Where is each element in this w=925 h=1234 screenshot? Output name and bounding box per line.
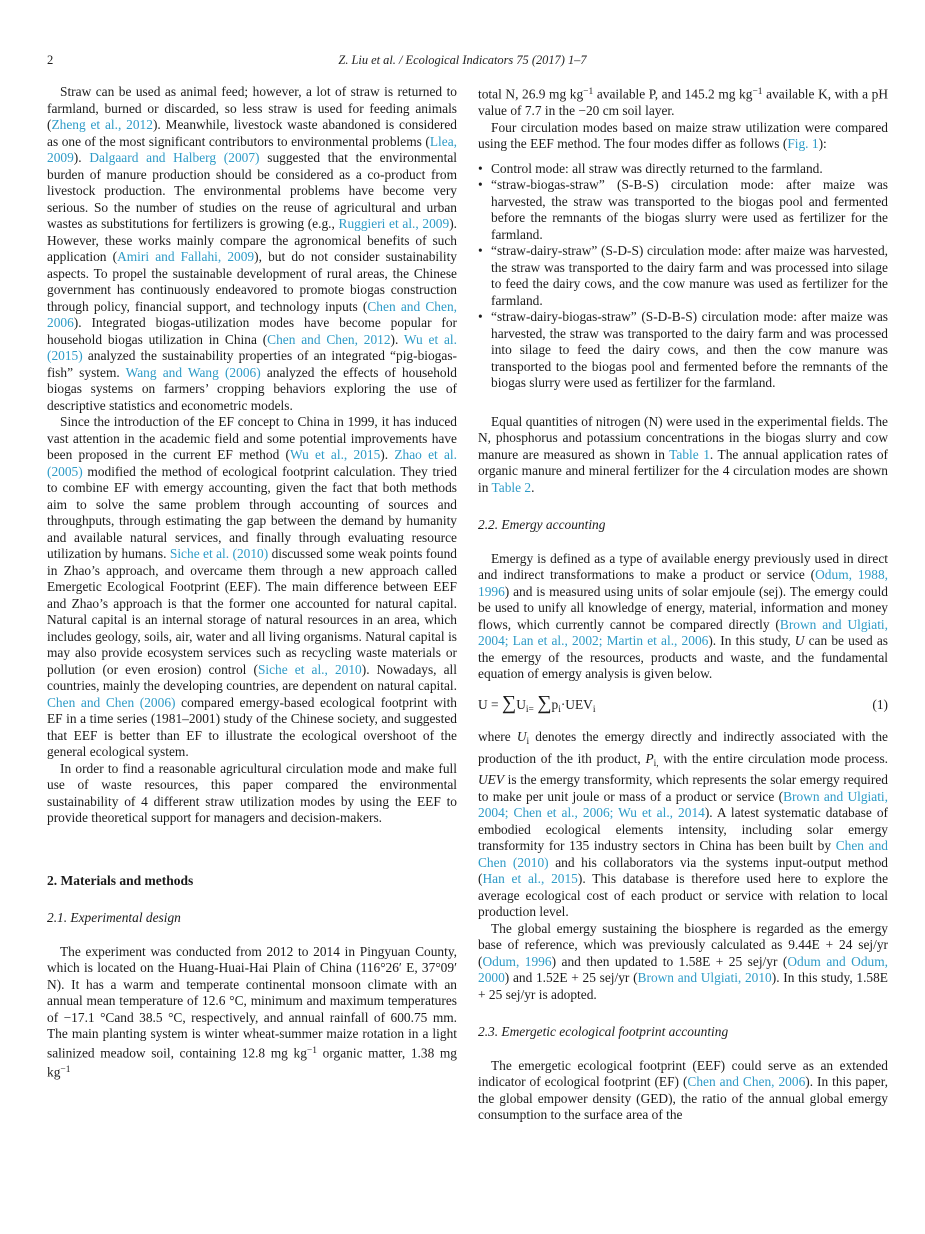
text-run: with the entire circulation mode process. <box>658 750 889 766</box>
text-run: ∑ <box>501 691 517 714</box>
citation-link[interactable]: Fig. 1 <box>787 136 819 151</box>
bullet-item <box>478 161 888 178</box>
text-run: −1 <box>60 1064 71 1075</box>
text-run: can be used as the emergy of the resources, products and waste, and the fundamental equation of emergy analysis is given below. <box>478 633 888 681</box>
text-run: i <box>526 737 530 747</box>
citation-link[interactable]: Wu et al., 2015 <box>289 447 381 462</box>
citation-link[interactable]: Siche et al., 2010 <box>257 661 362 677</box>
text-run: i <box>592 704 596 715</box>
text-run: ∑ <box>537 691 552 714</box>
text-run: analyzed the effects of household biogas systems on farmers’ cropping behaviors exploring the use of descriptive statistics and econometric models. <box>47 364 458 413</box>
text-run: ). In this study, 1.58E + 25 sej/yr is adopted. <box>478 970 888 1002</box>
text-run: ). Meanwhile, livestock waste abandoned is considered as one of the most significant contributors to environmental problems ( <box>47 117 457 149</box>
subsection-heading: 2.3. Emergetic ecological footprint accounting <box>478 1024 729 1039</box>
text-run: i= <box>525 704 534 715</box>
bullet-text <box>491 161 823 176</box>
paragraph <box>47 414 457 761</box>
text-run: ·UEV <box>560 696 593 712</box>
text-run: −1 <box>583 87 594 97</box>
text-run: Emergy is defined as a type of available energy previously used in direct and indirect transformations to make a product or service ( <box>478 550 888 582</box>
text-run: total N, 26.9 mg kg <box>478 86 584 102</box>
text-run: P <box>645 750 654 766</box>
bullet-icon: • <box>478 243 483 258</box>
text-run: The emergetic ecological footprint (EEF) could serve as an extended indicator of ecological footprint (EF) ( <box>478 1057 888 1089</box>
citation-link[interactable]: Odum, 1988, 1996 <box>478 567 888 599</box>
text-run: ). <box>390 331 404 347</box>
text-run: “straw-dairy-straw” (S-D-S) circulation mode: after maize was harvested, the straw was transported to the dairy farm and was processed into silage to feed the dairy cows, and the cow manure was used as fertilizer for the farmland. <box>491 243 888 308</box>
text-run: is the emergy transformity, which represents the solar emergy required to make per unit joule or mass of a product or service ( <box>478 772 888 804</box>
page-number: 2 <box>47 53 54 67</box>
text-run: . <box>531 479 535 495</box>
citation-link[interactable]: Brown and Ulgiati, 2010 <box>637 970 772 985</box>
citation-link[interactable]: Odum, 1996 <box>482 953 552 969</box>
paragraph <box>47 761 457 827</box>
text-run: i <box>558 704 561 715</box>
paragraph <box>478 551 888 683</box>
paragraph <box>47 84 457 414</box>
citation-link[interactable]: Ruggieri et al., 2009 <box>338 216 450 231</box>
citation-link[interactable]: Dalgaard and Halberg (2007) <box>89 150 260 165</box>
text-run: Straw can be used as animal feed; however, a lot of straw is returned to farmland, burned or discarded, so less straw is used for feeding animals ( <box>47 84 457 132</box>
citation-link[interactable]: Han et al., 2015 <box>482 871 578 886</box>
text-run: “straw-biogas-straw” (S-B-S) circulation mode: after maize was harvested, the straw was transported to the biogas pool and fermented before the remnants of the biogas slurry were used as fertilizer for the farmland. <box>491 177 888 242</box>
text-run: ) and then updated to 1.58E + 25 sej/yr ( <box>551 953 788 969</box>
citation-link[interactable]: Chen and Chen, 2006 <box>687 1074 806 1089</box>
citation-link[interactable]: Table 1 <box>669 446 710 462</box>
citation-link[interactable]: Amiri and Fallahi, 2009 <box>117 249 255 264</box>
citation-link[interactable]: Llea, 2009 <box>47 133 457 165</box>
text-run: organic matter, 1.38 mg kg <box>47 1045 458 1079</box>
citation-link[interactable]: Odum and Odum, 2000 <box>478 953 888 985</box>
text-run: UEV <box>478 772 505 787</box>
text-run: p <box>551 696 559 712</box>
text-run: discussed some weak points found in Zhao’s approach, and overcame them through a new approach called Emergetic Ecological Footprint (EEF). The main difference between EEF and Zhao’s approach is that the former one accounted for natural capital. Natural capital is an internal storage of natural resources in an area, which includes geology, soils, air, water and all living organisms. Natural capital is may also provide ecosystem services such as recycling waste materials or pollution (or even erosion) control ( <box>47 546 458 677</box>
text-run: ). Integrated biogas-utilization modes have become popular for household biogas utilization in China ( <box>47 315 457 347</box>
paragraph <box>478 84 888 120</box>
bullet-icon: • <box>478 160 483 176</box>
bullet-item <box>478 177 888 243</box>
text-run: Since the introduction of the EF concept to China in 1999, it has induced vast attention in the academic field and some potential improvements have been proposed in the current EF method ( <box>47 414 457 462</box>
section-heading: 2. Materials and methods <box>47 872 194 888</box>
text-run: Equal quantities of nitrogen (N) were used in the experimental fields. The N, phosphorus and potassium concentrations in the biogas slurry and cow manure are measured as shown in <box>478 413 888 462</box>
text-run: ). This database is therefore used here to explore the average ecological cost of each product or service with relation to local production level. <box>478 871 889 919</box>
citation-link[interactable]: Chen and Chen, 2006 <box>47 298 457 330</box>
text-run: U <box>516 729 527 744</box>
text-run: ). <box>73 150 90 165</box>
text-run: Control mode: all straw was directly returned to the farmland. <box>491 160 823 176</box>
running-title: Z. Liu et al. / Ecological Indicators 75 (2017) 1–7 <box>338 53 587 67</box>
paragraph <box>478 729 888 921</box>
paragraph <box>478 414 888 497</box>
text-run: ). Nowadays, all countries, mainly the developing countries, are dependent on natural capital. <box>47 661 457 693</box>
text-run: ) and is measured using units of solar emjoule (sej). The emergy could be used to unify all knowledge of energy, material, information and money flows, which currently cannot be compared directly ( <box>478 583 888 632</box>
text-run: suggested that the environmental burden of manure production should be considered as a co-product from livestock production. The environmental problems have become very serious. So the number of studies on the reuse of agricultural and urban wastes as substitutions for fertilizers is growing (e.g., <box>47 150 457 231</box>
text-run: U <box>516 696 526 712</box>
text-run: and his collaborators via the systems input-output method ( <box>478 854 888 886</box>
text-run: ). In this study, <box>708 633 795 648</box>
text-run: ). <box>380 447 395 462</box>
right-column <box>478 84 888 1124</box>
bullet-icon: • <box>478 309 483 324</box>
bullet-item <box>478 309 888 392</box>
citation-link[interactable]: Brown and Ulgiati, 2004; Chen et al., 2006; Wu et al., 2014 <box>478 788 888 820</box>
text-run: Four circulation modes based on maize straw utilization were compared using the EEF method. The four modes differ as follows ( <box>478 119 888 151</box>
text-run: “straw-dairy-biogas-straw” (S-D-B-S) circulation mode: after maize was harvested, the straw was transported to the dairy farm and was processed into silage to feed the dairy cows, and then the cow manure was transported to the biogas pool and fermented before the remnants of the biogas slurry were used as fertilizer for the farmland. <box>491 309 888 390</box>
citation-link[interactable]: Chen and Chen (2010) <box>478 838 888 870</box>
text-run: modified the method of ecological footprint calculation. They tried to combine EF with emergy accounting, given the fact that both methods aim to solve the same problem through accounting of sources and throughputs, through estimating the gap between the demand by humanity and available natural services, and finally through evaluating resource utilization by humans. <box>47 463 457 561</box>
paragraph <box>478 1058 888 1124</box>
text-run: In order to find a reasonable agricultural circulation mode and make full use of waste resources, this paper compared the environmental sustainability of 4 different straw utilization modes by using the EEF to provide theoretical support for managers and decision-makers. <box>47 760 457 825</box>
text-run: The global emergy sustaining the biosphere is regarded as the emergy base of reference, which was previously calculated as 9.44E + 24 sej/yr ( <box>478 920 888 969</box>
bullet-list <box>478 161 888 392</box>
citation-link[interactable]: Chen and Chen (2006) <box>47 694 176 710</box>
text-run: −1 <box>752 87 763 97</box>
text-run: ). In this paper, the global empower density (GED), the ratio of the annual global emergy consumption to the surface area of the <box>478 1074 888 1122</box>
text-run: ), but do not consider sustainability aspects. To propel the sustainable development of rural areas, the Chinese government has continuously endeavored to promote biogas construction through policy, financial support, and technology inputs ( <box>47 249 457 314</box>
citation-link[interactable]: Zheng et al., 2012 <box>51 117 153 132</box>
text-run: The experiment was conducted from 2012 to 2014 in Pingyuan County, which is located on the Huang-Huai-Hai Plain of China (116°26′ E, 37°09′ N). It has a warm and temperate continental monsoon climate with an annual mean temperature of 12.6 °C, minimum and maximum temperatures of −17.1 °Cand 38.5 °C, respectively, and annual rainfall of 600.75 mm. The main planting system is winter wheat-summer maize rotation in a light salinized meadow soil, containing 12.8 mg kg <box>47 943 457 1060</box>
text-run: −1 <box>306 1045 318 1056</box>
two-column-body <box>47 84 888 1124</box>
citation-link[interactable]: Chen and Chen, 2012 <box>267 331 391 347</box>
equation <box>478 693 888 719</box>
citation-link[interactable]: Zhao et al. (2005) <box>47 447 457 479</box>
left-column <box>47 84 457 1124</box>
page-header <box>47 52 878 69</box>
bullet-text <box>491 177 888 242</box>
citation-link[interactable]: Table 2 <box>491 479 532 495</box>
text-run: analyzed the sustainability properties of an integrated “pig-biogas-fish” system. <box>47 348 457 380</box>
bullet-icon: • <box>478 177 483 192</box>
subsection-heading: 2.1. Experimental design <box>47 910 181 925</box>
citation-link[interactable]: Wang and Wang (2006) <box>125 364 261 380</box>
text-run: i, <box>653 758 659 769</box>
text-run: available K, with a pH value of 7.7 in the −20 cm soil layer. <box>478 86 888 118</box>
paragraph <box>478 921 888 1004</box>
equation-body <box>478 693 595 719</box>
citation-link[interactable]: Siche et al. (2010) <box>169 546 269 561</box>
text-run: ). A latest systematic database of embodied ecological elements intensity, including solar emergy transformity for 135 industry sectors in China has been built by <box>478 805 888 853</box>
text-run: U = <box>478 696 502 712</box>
text-run: ) and 1.52E + 25 sej/yr ( <box>504 970 638 985</box>
text-run: available P, and 145.2 mg kg <box>593 86 753 102</box>
bullet-item <box>478 243 888 309</box>
text-run: where <box>478 729 517 744</box>
equation-number: (1) <box>872 696 888 712</box>
bullet-text <box>491 309 888 390</box>
paragraph <box>47 944 457 1081</box>
text-run: compared emergy-based ecological footprint with EF in a time series (1981–2001) study of the Chinese society, and suggested that EEF is better than EF to illustrate the ecological overshoot of the general ecological system. <box>47 694 458 759</box>
text-run: ): <box>818 136 827 151</box>
bullet-text <box>491 243 888 308</box>
text-run: denotes the emergy directly and indirectly associated with the production of the ith product, <box>478 729 889 766</box>
paragraph <box>478 120 888 153</box>
text-run: U <box>794 633 805 648</box>
subsection-heading: 2.2. Emergy accounting <box>478 517 606 532</box>
citation-link[interactable]: Wu et al. (2015) <box>47 331 457 363</box>
text-run: . The annual application rates of organic manure and mineral fertilizer for the 4 circulation modes are shown in <box>478 446 889 495</box>
citation-link[interactable]: Brown and Ulgiati, 2004; Lan et al., 2002; Martin et al., 2006 <box>478 616 888 648</box>
text-run: ). However, these works mainly compare the agronomical benefits of such application ( <box>47 216 457 264</box>
